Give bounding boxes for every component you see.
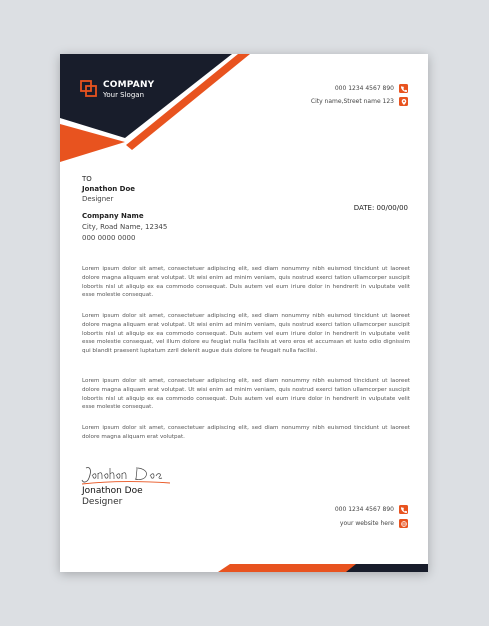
- body-paragraph: Lorem ipsum dolor sit amet, consectetuer adipiscing elit, sed diam nonummy nibh euismod tincidunt ut laoreet dolore magna aliquam erat volutpat. Ut wisi enim ad minim veniam, quis nostrud exerci tation ullamcorper suscipit lobortis nisl ut aliquip ex ea commodo consequat. Duis autem vel eum iriure dolor in hendrerit in vulputate velit esse molestie consequat.: [82, 378, 410, 411]
- recipient-name: Jonathon Doe: [82, 185, 136, 193]
- letterhead-page: [60, 54, 428, 572]
- signer-name: Jonathon Doe: [82, 486, 143, 496]
- header-phone-row: [335, 84, 408, 93]
- signature: [80, 464, 180, 488]
- company-block: [82, 211, 167, 244]
- footer-website-row: [340, 519, 408, 528]
- body-paragraph: Lorem ipsum dolor sit amet, consectetuer adipiscing elit, sed diam nonummy nibh euismod tincidunt ut laoreet dolore magna aliquam erat volutpat. Ut wisi enim ad minim veniam, quis nostrud exerci tation ullamcorper suscipit lobortis nisl ut aliquip ex ea commodo consequat. Duis autem vel eum iriure dolor in hendrerit in vulputate velit esse molestie consequat, vel illum dolore eu feugiat nulla facilisis at vero eros et accumsan et iusto odio dignissim qui blandit praesent luptatum zzril delenit augue duis dolore te feugait nulla facilisi.: [82, 313, 410, 355]
- logo-icon: [80, 80, 98, 98]
- company-block-address: City, Road Name, 12345: [82, 223, 168, 231]
- letter-date: DATE: 00/00/00: [353, 204, 408, 212]
- footer-shape: [60, 560, 428, 572]
- phone-icon: [399, 84, 408, 93]
- footer-phone-row: [335, 505, 408, 514]
- footer-phone: 000 1234 4567 890: [334, 506, 394, 513]
- recipient-title: Designer: [82, 195, 114, 203]
- footer-website: your website here: [339, 520, 394, 527]
- company-block-phone: 000 0000 0000: [82, 234, 136, 242]
- header-address-row: [311, 97, 408, 106]
- recipient-block: [82, 174, 135, 204]
- header-shape: [60, 54, 250, 164]
- company-name: COMPANY: [103, 80, 155, 90]
- header-phone: 000 1234 4567 890: [334, 85, 394, 92]
- body-paragraph: Lorem ipsum dolor sit amet, consectetuer adipiscing elit, sed diam nonummy nibh euismod tincidunt ut laoreet dolore magna aliquam erat volutpat. Ut wisi enim ad minim veniam, quis nostrud exerci tation ullamcorper suscipit lobortis nisl ut aliquip ex ea commodo consequat. Duis autem vel eum iriure dolor in hendrerit in vulputate velit esse molestie consequat.: [82, 266, 410, 299]
- company-slogan: Your Slogan: [103, 91, 145, 99]
- globe-icon: [399, 519, 408, 528]
- body-paragraph: Lorem ipsum dolor sit amet, consectetuer adipiscing elit, sed diam nonummy nibh euismod tincidunt ut laoreet dolore magna aliquam erat volutpat.: [82, 425, 410, 440]
- signer-title: Designer: [82, 497, 123, 507]
- location-icon: [399, 97, 408, 106]
- company-block-name: Company Name: [82, 212, 144, 220]
- to-label: TO: [82, 175, 92, 183]
- header-address: City name,Street name 123: [310, 98, 394, 105]
- phone-icon: [399, 505, 408, 514]
